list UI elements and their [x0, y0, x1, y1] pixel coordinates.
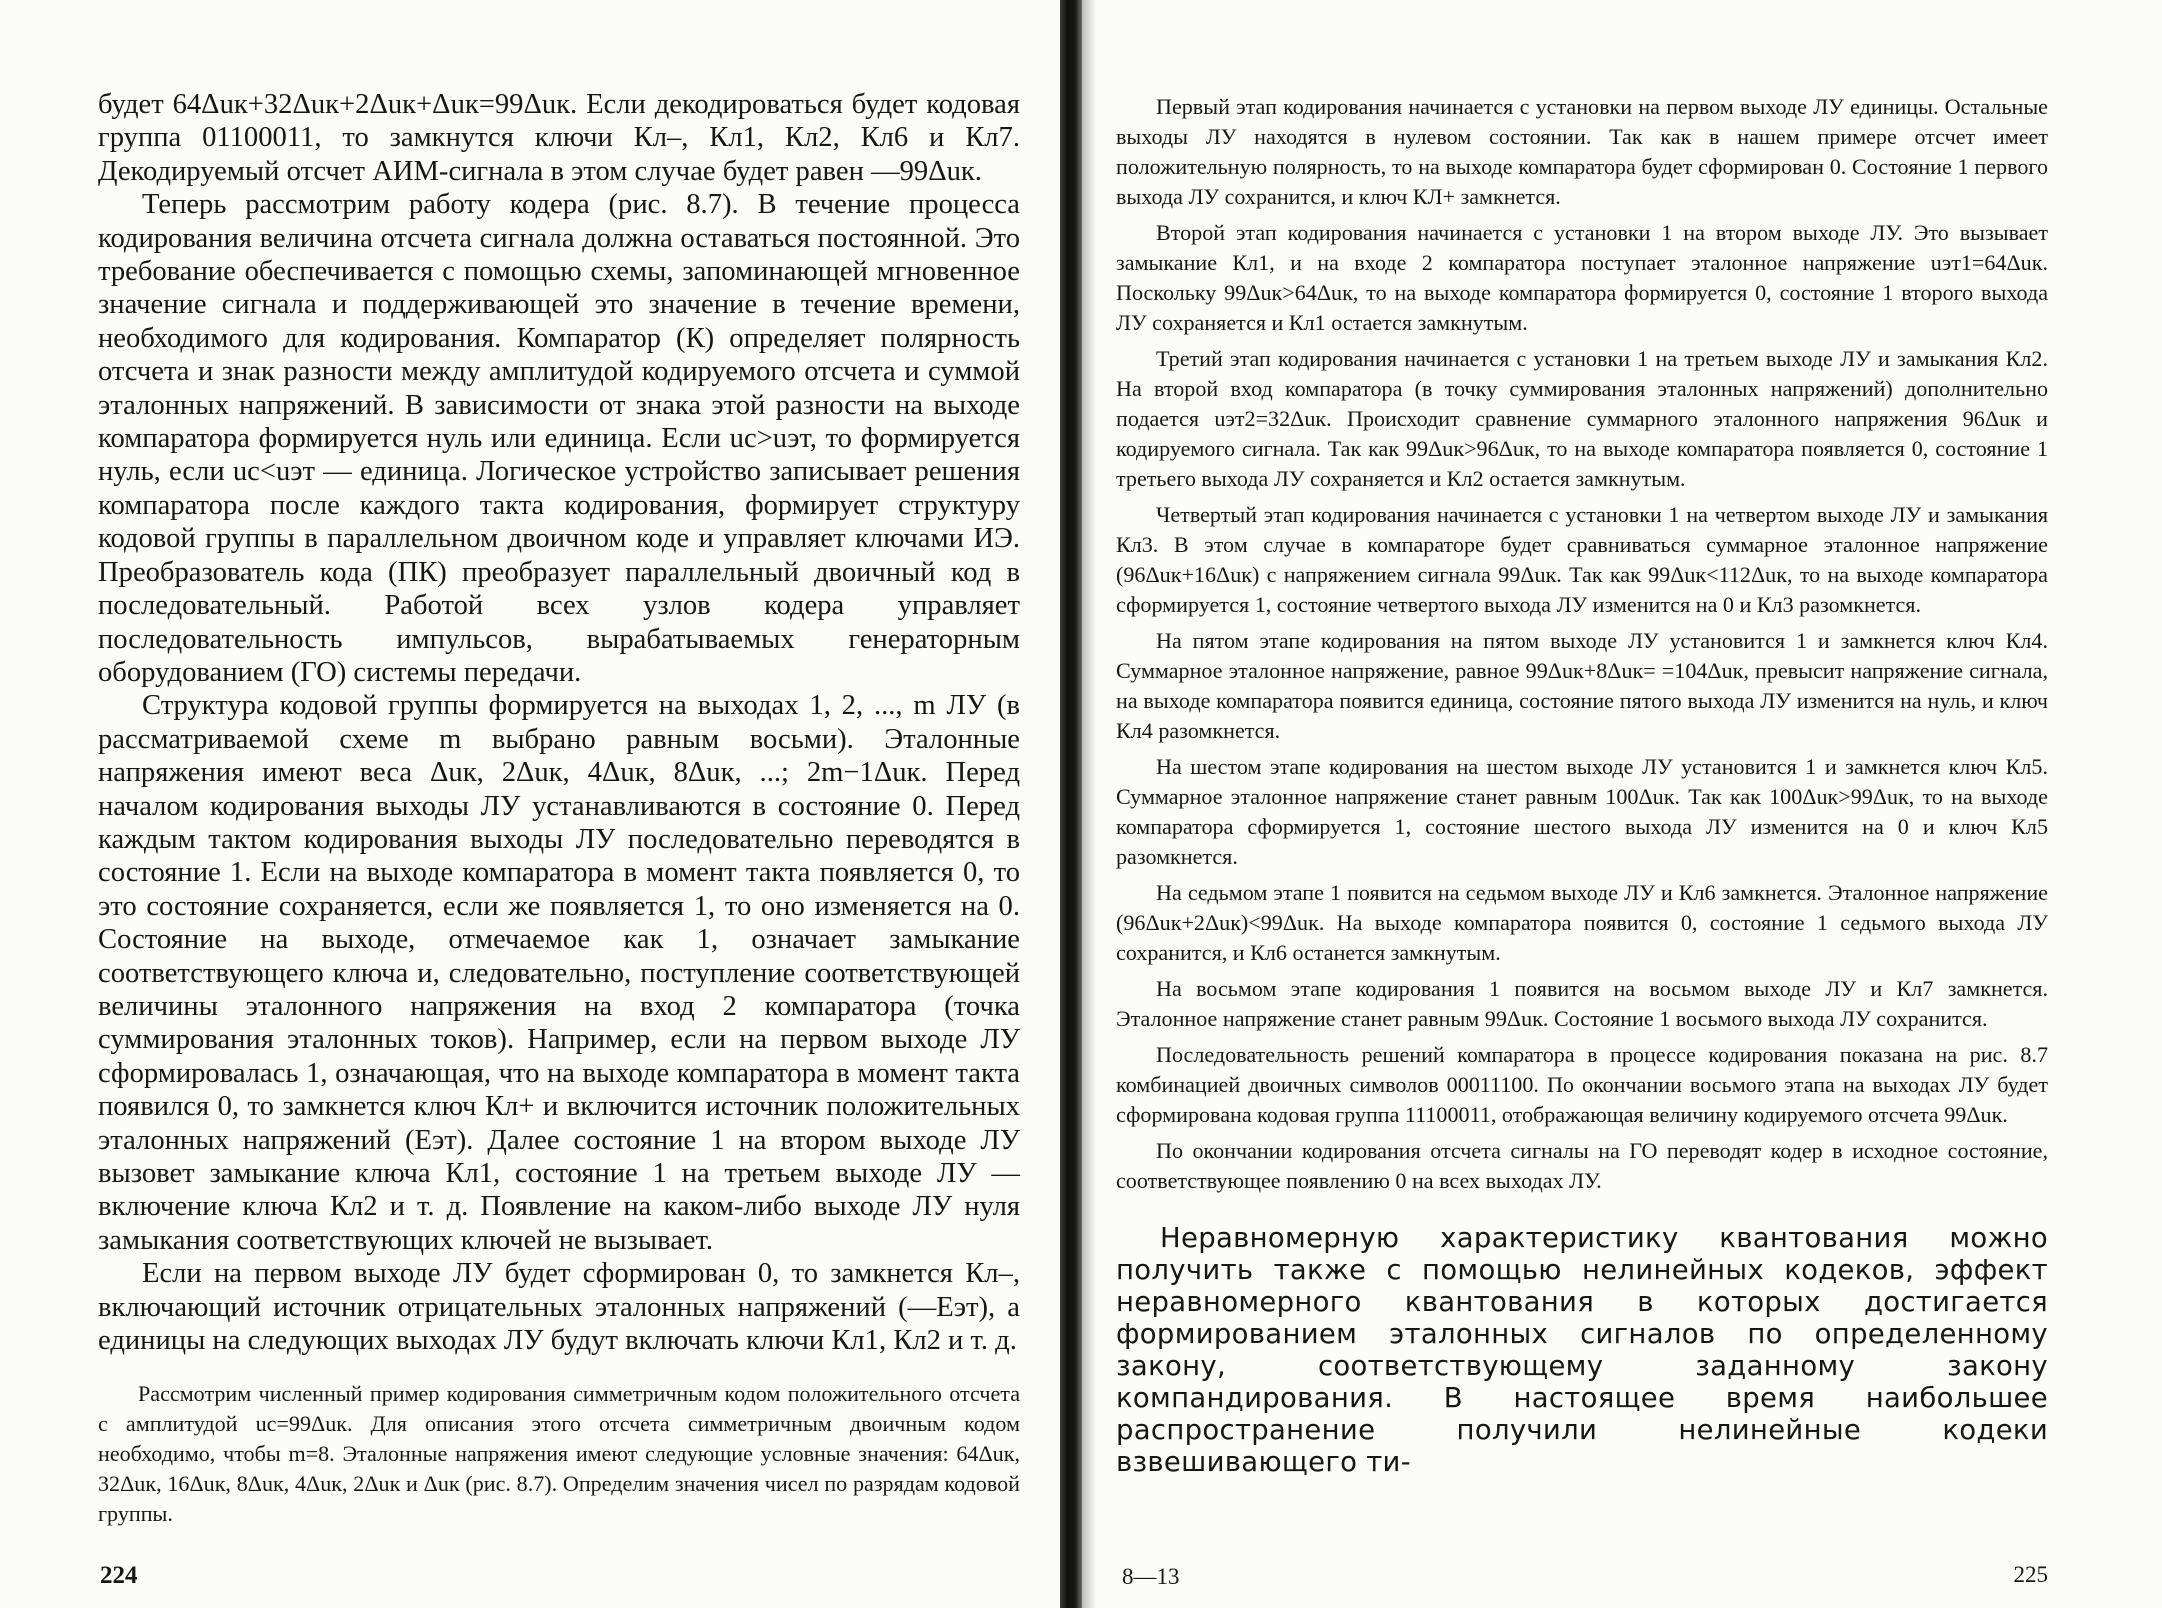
page-number: 225 [2013, 1562, 2048, 1587]
paragraph: Первый этап кодирования начинается с установки на первом выходе ЛУ единицы. Остальные выходы ЛУ находятся в нулевом состоянии. Так как в нашем примере отсчет имеет положительную полярность, то на выходе компаратора будет сформирован 0. Состояние 1 первого выхода ЛУ сохранится, и ключ КЛ+ замкнется. [1116, 94, 2048, 209]
left-body-text [98, 88, 1020, 1357]
signature-mark: 8—13 [1122, 1564, 1180, 1589]
paragraph: Структура кодовой группы формируется на выходах 1, 2, ..., m ЛУ (в рассматриваемой схеме m выбрано равным восьми). Эталонные напряжения имеют веса Δuк, 2Δuк, 4Δuк, 8Δuк, ...; 2m−1Δuк. Перед началом кодирования выходы ЛУ устанавливаются в состояние 0. Перед каждым тактом кодирования выходы ЛУ последовательно переводятся в состояние 1. Если на выходе компаратора в момент такта появляется 0, то это состояние сохраняется, если же появляется 1, то оно изменяется на 0. Состояние на выходе, отмечаемое как 1, означает замыкание соответствующего ключа и, следовательно, поступление соответствующей величины эталонного напряжения на вход 2 компаратора (точка суммирования эталонных токов). Например, если на первом выходе ЛУ сформировалась 1, означающая, что на выходе компаратора в момент такта появился 0, то замкнется ключ Кл+ и включится источник положительных эталонных напряжений (Еэт). Далее состояние 1 на втором выходе ЛУ вызовет замыкание ключа Кл1, состояние 1 на третьем выходе ЛУ — включение ключа Кл2 и т. д. Появление на каком-либо выходе ЛУ нуля замыкания соответствующих ключей не вызывает. [98, 690, 1020, 1256]
gutter-shadow [1082, 0, 1096, 1608]
paragraph: Если на первом выходе ЛУ будет сформирован 0, то замкнется Кл–, включающий источник отрицательных эталонных напряжений (—Еэт), а единицы на следующих выходах ЛУ будут включать ключи Кл1, Кл2 и т. д. [98, 1258, 1020, 1357]
right-small-text [1116, 92, 2048, 1196]
paragraph: Последовательность решений компаратора в процессе кодирования показана на рис. 8.7 комбинацией двоичных символов 00011100. По окончании восьмого этапа на выходах ЛУ будет сформирована кодовая группа 11100011, отображающая величину кодируемого отсчета 99Δuк. [1116, 1042, 2048, 1127]
right-page [1082, 0, 2162, 1608]
paragraph: На восьмом этапе кодирования 1 появится на восьмом выходе ЛУ и Кл7 замкнется. Эталонное напряжение станет равным 99Δuк. Состояние 1 восьмого выхода ЛУ сохранится. [1116, 976, 2048, 1031]
right-body-text [1116, 1222, 2048, 1478]
paragraph: будет 64Δuк+32Δuк+2Δuк+Δuк=99Δuк. Если декодироваться будет кодовая группа 01100011, то замкнутся ключи Кл–, Кл1, Кл2, Кл6 и Кл7. Декодируемый отсчет АИМ-сигнала в этом случае будет равен —99Δuк. [98, 89, 1020, 187]
left-small-text [98, 1379, 1020, 1529]
paragraph: На пятом этапе кодирования на пятом выходе ЛУ установится 1 и замкнется ключ Кл4. Суммарное эталонное напряжение, равное 99Δuк+8Δuк= =104Δuк, превысит напряжение сигнала, на выходе компаратора появится единица, состояние пятого выхода ЛУ изменится на нуль, и ключ Кл4 разомкнется. [1116, 628, 2048, 743]
book-gutter [1060, 0, 1082, 1608]
paragraph: Третий этап кодирования начинается с установки 1 на третьем выходе ЛУ и замыкания Кл2. На второй вход компаратора (в точку суммирования эталонных напряжений) дополнительно подается uэт2=32Δuк. Происходит сравнение суммарного эталонного напряжения 96Δuк и кодируемого сигнала. Так как 99Δuк>96Δuк, то на выходе компаратора появляется 0, состояние 1 третьего выхода ЛУ сохраняется и Кл2 остается замкнутым. [1116, 346, 2048, 491]
right-text-column [1116, 92, 2048, 1478]
paragraph: На шестом этапе кодирования на шестом выходе ЛУ установится 1 и замкнется ключ Кл5. Суммарное эталонное напряжение станет равным 100Δuк. Так как 100Δuк>99Δuк, то на выходе компаратора сформируется 1, состояние шестого выхода ЛУ изменится на 0 и ключ Кл5 разомкнется. [1116, 754, 2048, 869]
paragraph: Четвертый этап кодирования начинается с установки 1 на четвертом выходе ЛУ и замыкания Кл3. В этом случае в компараторе будет сравниваться суммарное эталонное напряжение (96Δuк+16Δuк) с напряжением сигнала 99Δuк. Так как 99Δuк<112Δuк, то на выходе компаратора сформируется 1, состояние четвертого выхода ЛУ изменится на 0 и Кл3 разомкнется. [1116, 502, 2048, 617]
page-number: 224 [100, 1562, 138, 1589]
left-text-column [98, 88, 1020, 1529]
paragraph: Неравномерную характеристику квантования можно получить также с помощью нелинейных кодеков, эффект неравномерного квантования в которых достигается формированием эталонных сигналов по определенному закону, соответствующему заданному закону компандирования. В настоящее время наибольшее распространение получили нелинейные кодеки взвешивающего ти- [1116, 1222, 2048, 1478]
paragraph: Рассмотрим численный пример кодирования симметричным кодом положительного отсчета с амплитудой uс=99Δuк. Для описания этого отсчета симметричным двоичным кодом необходимо, чтобы m=8. Эталонные напряжения имеют следующие условные значения: 64Δuк, 32Δuк, 16Δuк, 8Δuк, 4Δuк, 2Δuк и Δuк (рис. 8.7). Определим значения чисел по разрядам кодовой группы. [98, 1381, 1020, 1527]
paragraph: По окончании кодирования отсчета сигналы на ГО переводят кодер в исходное состояние, соответствующее появлению 0 на всех выходах ЛУ. [1116, 1138, 2048, 1193]
paragraph: На седьмом этапе 1 появится на седьмом выходе ЛУ и Кл6 замкнется. Эталонное напряжение (96Δuк+2Δuк)<99Δuк. На выходе компаратора появится 0, состояние 1 седьмого выхода ЛУ сохранится, и Кл6 останется замкнутым. [1116, 880, 2048, 965]
left-page [0, 0, 1060, 1608]
paragraph: Второй этап кодирования начинается с установки 1 на втором выходе ЛУ. Это вызывает замыкание Кл1, и на входе 2 компаратора поступает эталонное напряжение uэт1=64Δuк. Поскольку 99Δuк>64Δuк, то на выходе компаратора формируется 0, состояние 1 второго выхода ЛУ сохраняется и Кл1 остается замкнутым. [1116, 220, 2048, 335]
paragraph: Теперь рассмотрим работу кодера (рис. 8.7). В течение процесса кодирования величина отсчета сигнала должна оставаться постоянной. Это требование обеспечивается с помощью схемы, запоминающей мгновенное значение сигнала и поддерживающей это значение в течение времени, необходимого для кодирования. Компаратор (К) определяет полярность отсчета и знак разности между амплитудой кодируемого отсчета и суммой эталонных напряжений. В зависимости от знака этой разности на выходе компаратора формируется нуль или единица. Если uс>uэт, то формируется нуль, если uс<uэт — единица. Логическое устройство записывает решения компаратора после каждого такта кодирования, формирует структуру кодовой группы в параллельном двоичном коде и управляет ключами ИЭ. Преобразователь кода (ПК) преобразует параллельный двоичный код в последовательный. Работой всех узлов кодера управляет последовательность импульсов, вырабатываемых генераторным оборудованием (ГО) системы передачи. [98, 189, 1020, 688]
